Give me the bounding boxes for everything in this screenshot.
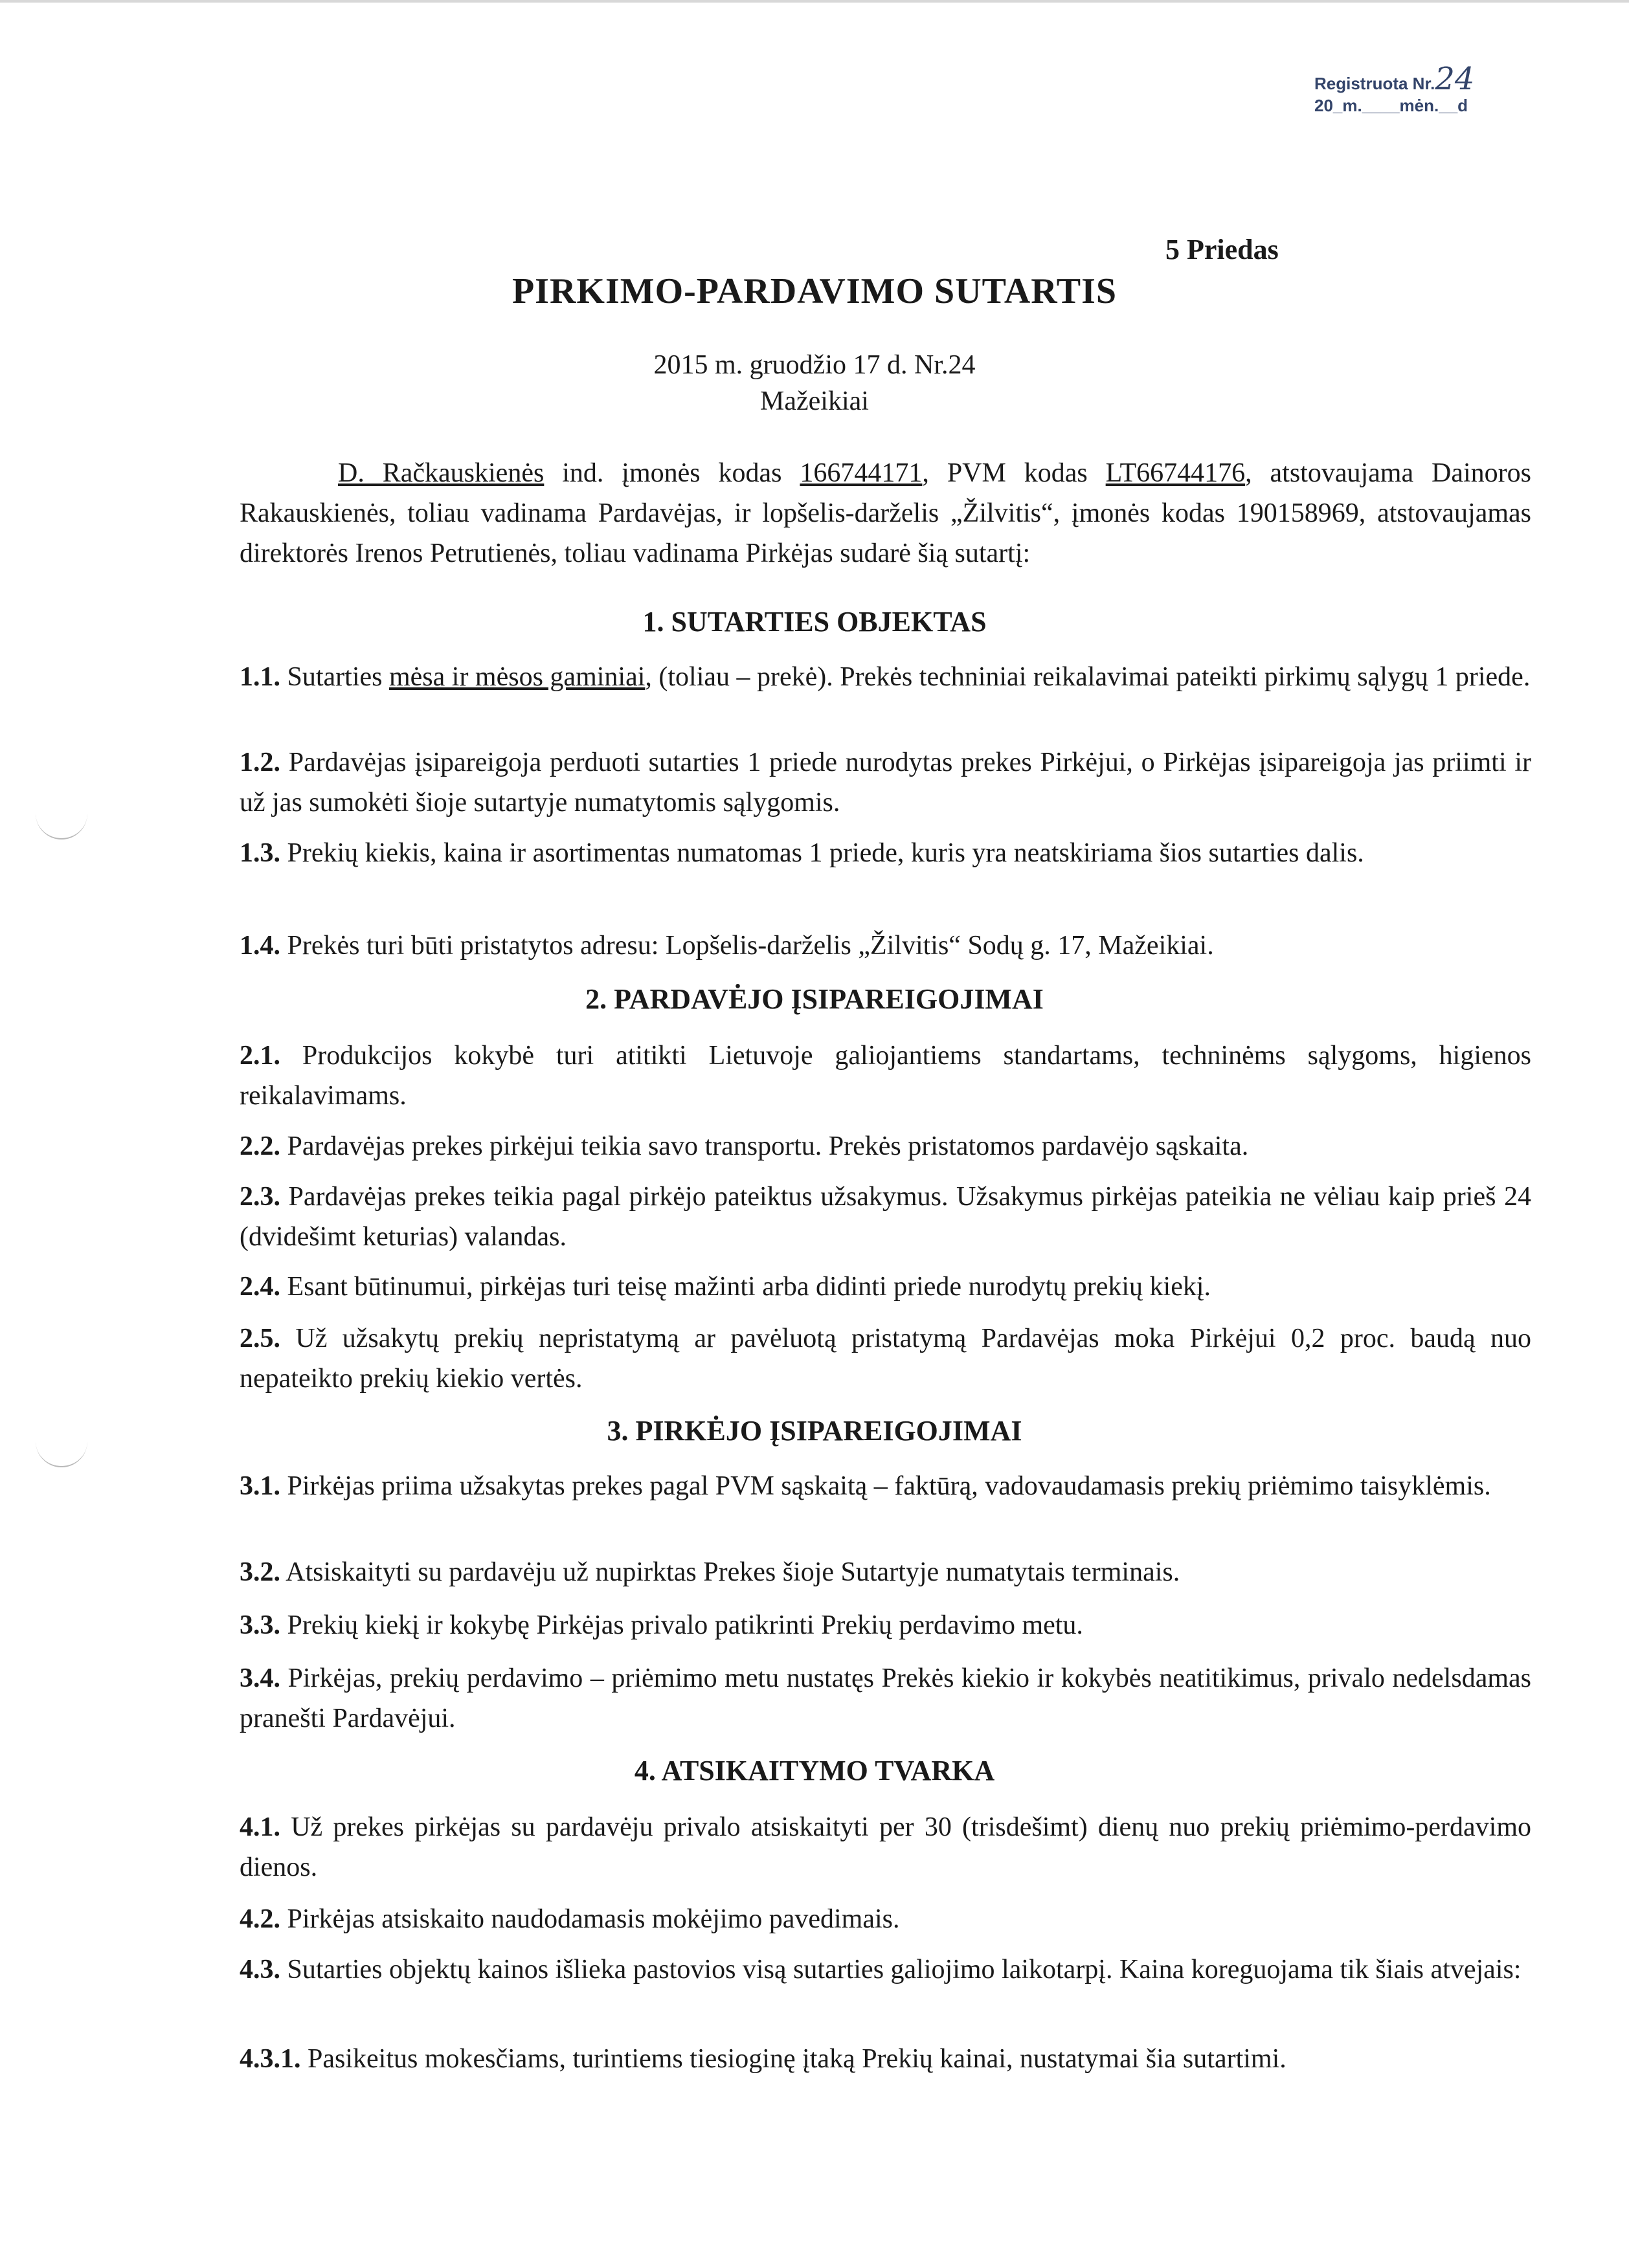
clause-2-1 (240, 1036, 1531, 1116)
clause-4-3 (240, 1950, 1531, 1990)
clause-text: Pardavėjas įsipareigoja perduoti sutarties 1 priede nurodytas prekes Pirkėjui, o Pirkėjas įsipareigoja jas priimti ir už jas sumokėti šioje sutartyje numatytomis sąlygomis. (240, 748, 1531, 817)
clause-number: 4.1. (240, 1812, 280, 1842)
clause-text: Atsiskaityti su pardavėju už nupirktas Prekes šioje Sutartyje numatytais terminais. (280, 1557, 1180, 1587)
clause-text: Esant būtinumui, pirkėjas turi teisę mažinti arba didinti priede nurodytų prekių kiekį. (280, 1272, 1211, 1302)
section-1-heading: 1. SUTARTIES OBJEKTAS (642, 606, 987, 638)
clause-text: Produkcijos kokybė turi atitikti Lietuvoje galiojantiems standartams, techninėms sąlygoms, higienos reikalavimams. (240, 1041, 1531, 1111)
date-line: 2015 m. gruodžio 17 d. Nr.24 (653, 350, 976, 380)
clause-number: 4.2. (240, 1904, 280, 1934)
seller-company: D. Račkauskienės (338, 458, 545, 488)
clause-text: Pardavėjas prekes teikia pagal pirkėjo pateiktus užsakymus. Užsakymus pirkėjas pateikia ne vėliau kaip prieš 24 (dvidešimt keturias) valandas. (240, 1182, 1531, 1252)
clause-3-1 (240, 1466, 1531, 1506)
clause-text: Sutarties (280, 662, 389, 692)
clause-number: 2.3. (240, 1182, 280, 1212)
clause-1-3 (240, 833, 1531, 873)
city-line: Mažeikiai (760, 386, 869, 416)
clause-number: 2.2. (240, 1131, 280, 1161)
document-title: PIRKIMO-PARDAVIMO SUTARTIS (511, 271, 1118, 311)
clause-number: 3.3. (240, 1610, 280, 1640)
scan-edge-line (0, 0, 1629, 3)
clause-number: 3.4. (240, 1663, 280, 1693)
hole-punch-mark (36, 1440, 87, 1467)
vat-code: LT66744176 (1105, 458, 1246, 488)
clause-3-2 (240, 1552, 1531, 1592)
clause-number: 4.3.1. (240, 2044, 301, 2074)
clause-number: 2.1. (240, 1041, 280, 1071)
clause-text: Prekės turi būti pristatytos adresu: Lopšelis-darželis „Žilvitis“ Sodų g. 17, Mažeikiai. (280, 931, 1214, 961)
stamp-number: 24 (1435, 61, 1475, 97)
clause-number: 3.2. (240, 1557, 280, 1587)
clause-number: 1.3. (240, 838, 280, 868)
intro-paragraph (240, 453, 1531, 573)
clause-4-3-1 (240, 2039, 1531, 2079)
clause-number: 1.2. (240, 748, 280, 777)
clause-text: Sutarties objektų kainos išlieka pastovios visą sutarties galiojimo laikotarpį. Kaina koreguojama tik šiais atvejais: (280, 1955, 1522, 1984)
clause-4-2 (240, 1899, 1531, 1939)
clause-2-3 (240, 1177, 1531, 1257)
clause-3-3 (240, 1605, 1531, 1645)
registration-stamp (1314, 61, 1509, 117)
clause-2-5 (240, 1318, 1531, 1399)
clause-2-2 (240, 1126, 1531, 1166)
clause-text: , (toliau – prekė). Prekės techniniai reikalavimai pateikti pirkimų sąlygų 1 priede. (645, 662, 1531, 692)
clause-text: Pasikeitus mokesčiams, turintiems tiesioginę įtaką Prekių kainai, nustatymai šia sutartimi. (300, 2044, 1286, 2074)
clause-text: Pirkėjas priima užsakytas prekes pagal PVM sąskaitą – faktūrą, vadovaudamasis prekių priėmimo taisyklėmis. (280, 1471, 1491, 1501)
clause-number: 3.1. (240, 1471, 280, 1501)
clause-number: 2.4. (240, 1272, 280, 1302)
clause-2-4 (240, 1267, 1531, 1307)
intro-text-1: ind. įmonės kodas (544, 458, 800, 488)
clause-1-2 (240, 742, 1531, 823)
clause-number: 4.3. (240, 1955, 280, 1984)
clause-text: Pirkėjas atsiskaito naudodamasis mokėjimo pavedimais. (280, 1904, 900, 1934)
clause-text: Pirkėjas, prekių perdavimo – priėmimo metu nustatęs Prekės kiekio ir kokybės neatitikimus, privalo nedelsdamas pranešti Pardavėjui. (240, 1663, 1531, 1733)
clause-3-4 (240, 1658, 1531, 1739)
intro-text-2: , PVM kodas (922, 458, 1106, 488)
clause-number: 1.4. (240, 931, 280, 961)
clause-number: 2.5. (240, 1324, 280, 1353)
clause-text: Už prekes pirkėjas su pardavėju privalo atsiskaityti per 30 (trisdešimt) dienų nuo prekių priėmimo-perdavimo dienos. (240, 1812, 1531, 1882)
stamp-line-1: Registruota Nr. (1314, 74, 1435, 93)
section-2-heading: 2. PARDAVĖJO ĮSIPAREIGOJIMAI (585, 983, 1044, 1015)
clause-text: Prekių kiekis, kaina ir asortimentas numatomas 1 priede, kuris yra neatskiriama šios sutarties dalis. (280, 838, 1364, 868)
clause-number: 1.1. (240, 662, 280, 692)
clause-text: Pardavėjas prekes pirkėjui teikia savo transportu. Prekės pristatomos pardavėjo sąskaita. (280, 1131, 1249, 1161)
section-4-heading: 4. ATSIKAITYMO TVARKA (634, 1755, 995, 1786)
annex-label: 5 Priedas (1165, 234, 1279, 265)
intro-text-3: , atstovaujama Dainoros Rakauskienės, toliau vadinama Pardavėjas, ir lopšelis-darželis „Žilvitis“, įmonės kodas 190158969, atstovaujamas direktorės Irenos Petrutienės, toliau vadinama Pirkėjas sudarė šią sutartį: (240, 458, 1531, 568)
contract-object: mėsa ir mėsos gaminiai (388, 662, 646, 692)
clause-text: Prekių kiekį ir kokybę Pirkėjas privalo patikrinti Prekių perdavimo metu. (280, 1610, 1083, 1640)
hole-punch-mark (36, 812, 87, 839)
stamp-line-2: 20_m.____mėn.__d (1314, 96, 1468, 115)
clause-1-1 (240, 657, 1531, 697)
clause-1-4 (240, 926, 1531, 966)
clause-text: Už užsakytų prekių nepristatymą ar pavėluotą pristatymą Pardavėjas moka Pirkėjui 0,2 proc. baudą nuo nepateikto prekių kiekio vertės. (240, 1324, 1531, 1394)
section-3-heading: 3. PIRKĖJO ĮSIPAREIGOJIMAI (607, 1415, 1022, 1447)
clause-4-1 (240, 1807, 1531, 1887)
company-code: 166744171 (800, 458, 923, 488)
